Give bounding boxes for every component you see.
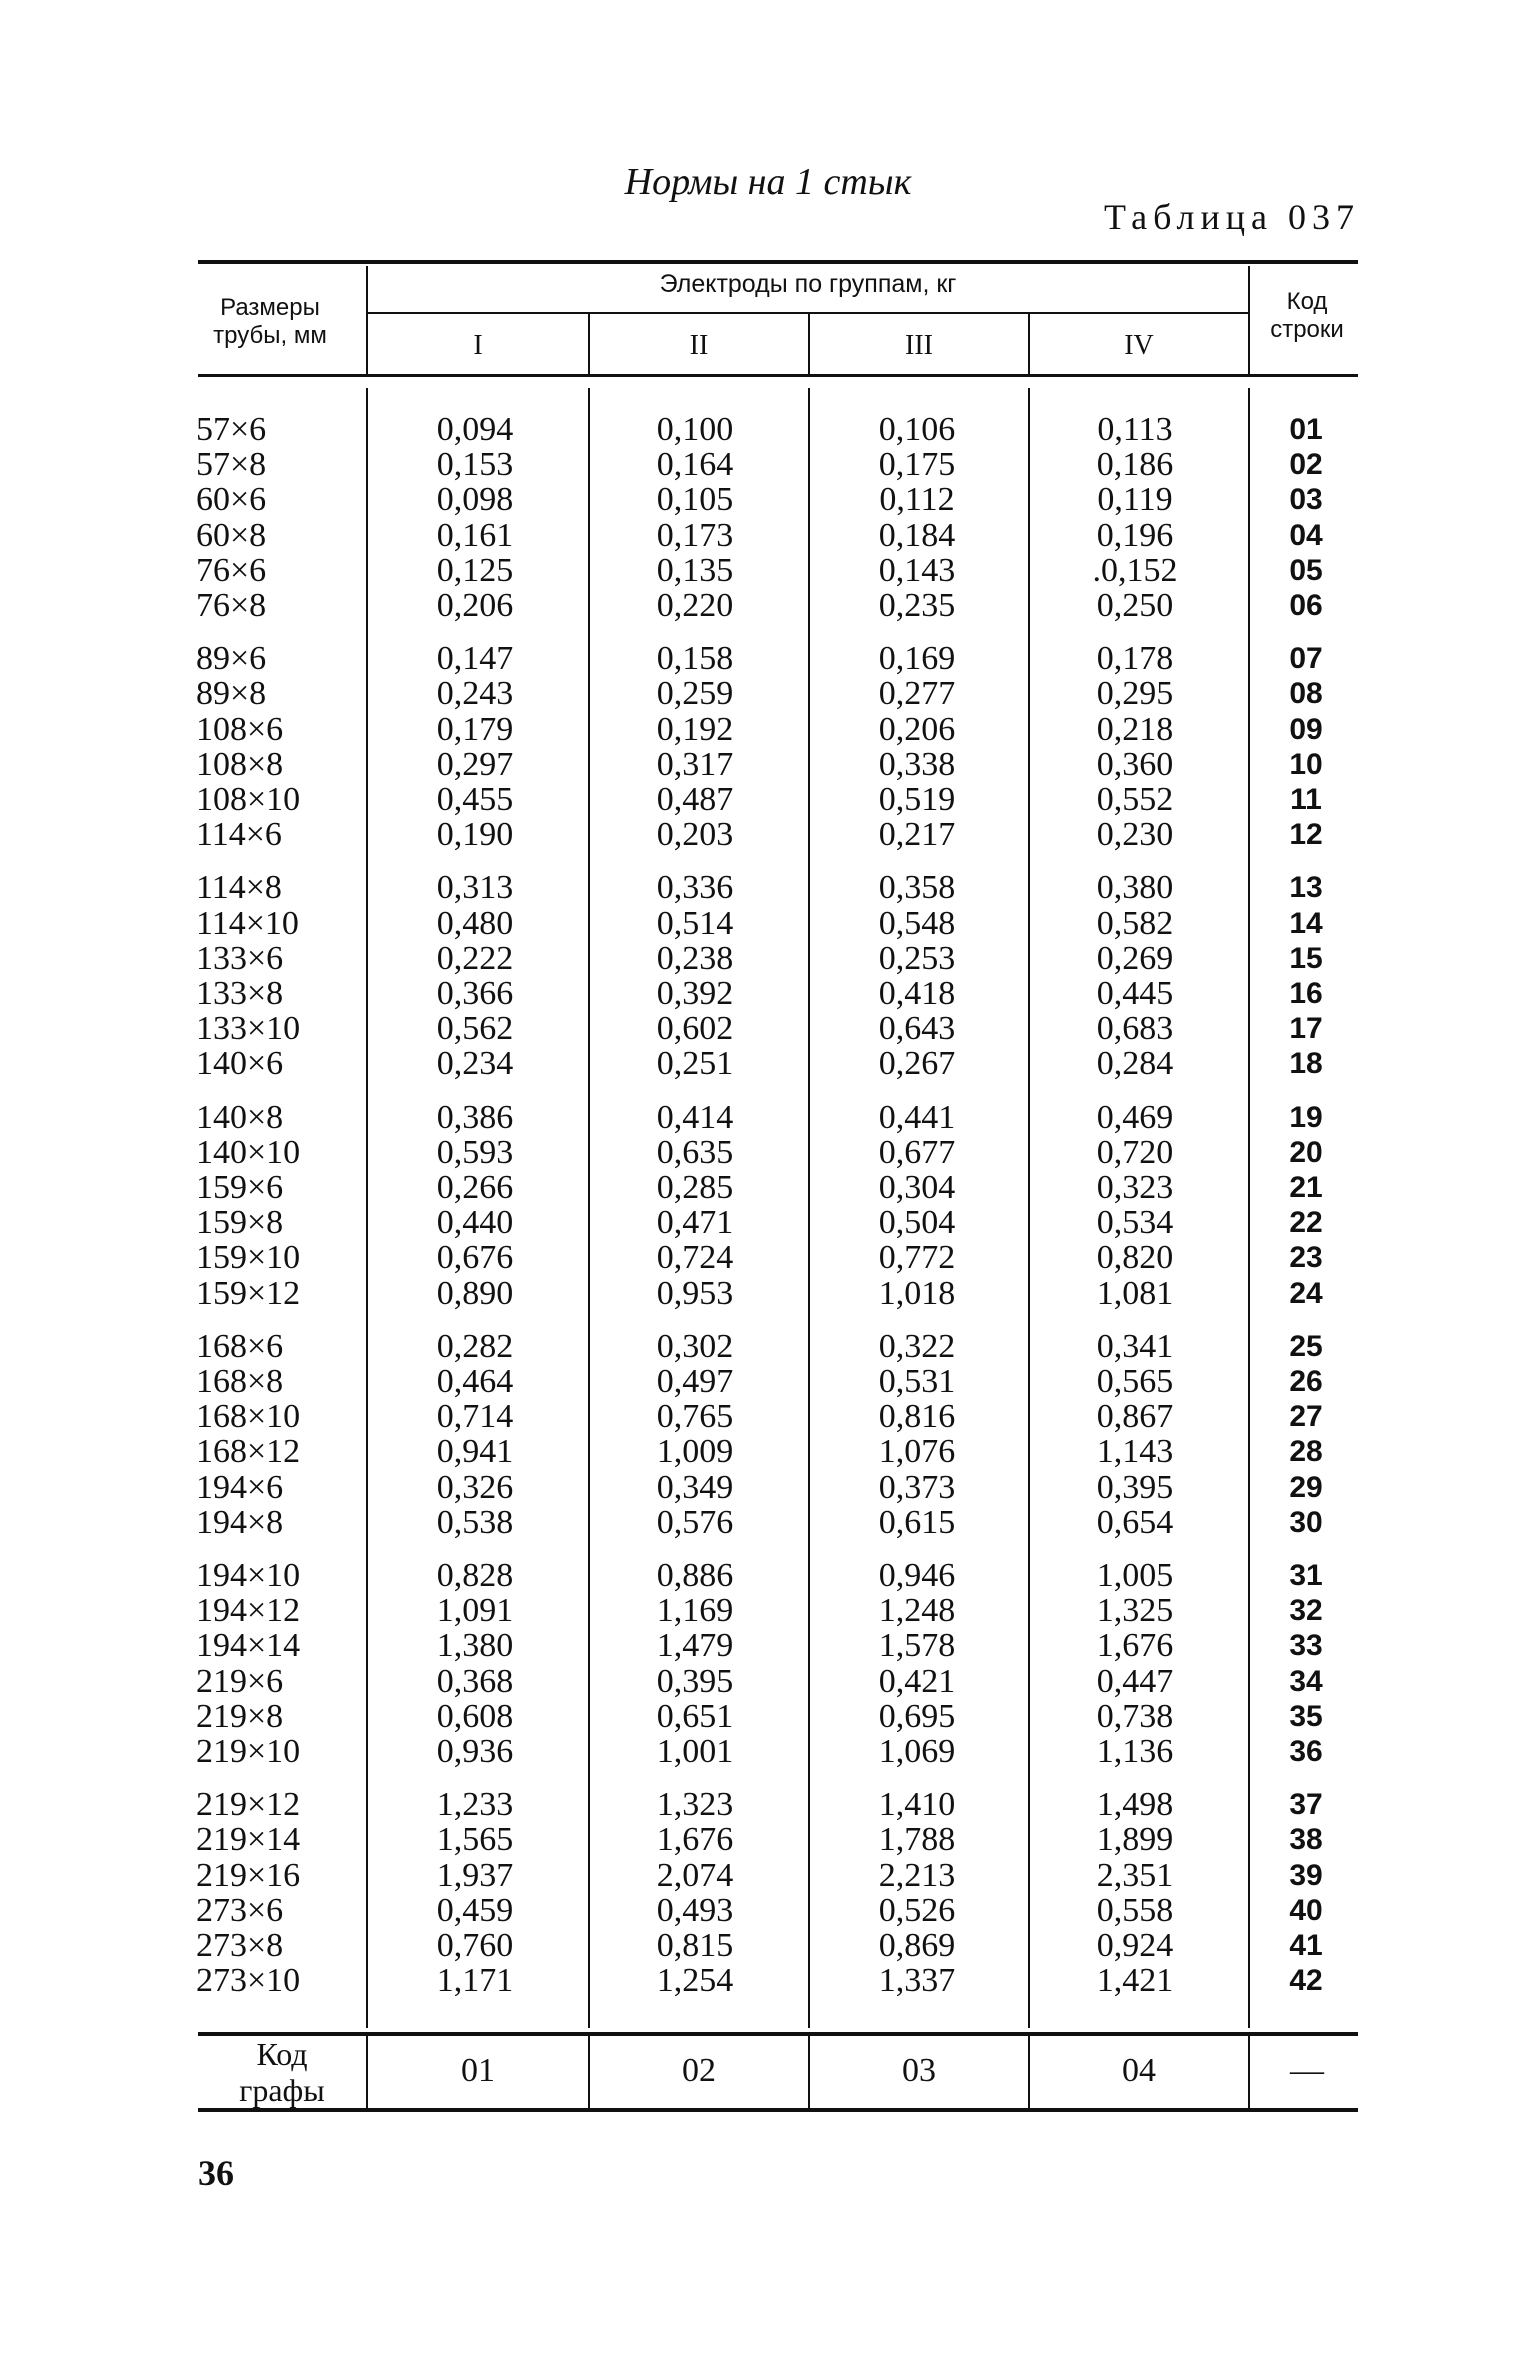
footer-divider-code (1248, 2036, 1250, 2108)
row-pipe-size: 219×6 (196, 1662, 284, 1700)
row-value-3: 0,253 (878, 939, 956, 977)
row-code: 08 (1289, 677, 1323, 711)
row-pipe-size: 159×10 (196, 1239, 301, 1277)
row-value-3: 1,410 (878, 1786, 956, 1824)
row-value-4: 1,676 (1096, 1627, 1174, 1665)
page-number: 36 (198, 2153, 234, 2193)
row-value-4: 0,269 (1096, 939, 1174, 977)
row-pipe-size: 219×16 (196, 1856, 301, 1894)
row-value-4: 0,284 (1096, 1045, 1174, 1083)
row-pipe-size: 219×8 (196, 1697, 284, 1735)
row-pipe-size: 57×6 (196, 411, 267, 448)
row-value-3: 1,337 (878, 1962, 956, 2000)
row-value-3: 0,504 (878, 1204, 956, 1242)
row-value-4: 1,005 (1096, 1557, 1174, 1594)
row-value-3: 0,184 (878, 516, 956, 554)
group-header-1: I (473, 330, 483, 361)
row-pipe-size: 159×12 (196, 1274, 301, 1312)
row-pipe-size: 114×10 (196, 904, 299, 942)
row-value-4: 0,552 (1096, 781, 1174, 818)
row-code: 42 (1289, 1964, 1323, 1998)
row-value-3: 0,304 (878, 1169, 956, 1206)
row-code: 29 (1289, 1470, 1323, 1504)
row-pipe-size: 219×12 (196, 1786, 301, 1824)
row-value-4: 0,250 (1096, 587, 1174, 624)
row-value-3: 0,526 (878, 1891, 956, 1929)
row-value-2: 0,336 (656, 869, 734, 907)
row-value-2: 1,254 (656, 1962, 734, 2000)
row-value-1: 0,459 (436, 1891, 514, 1929)
row-value-4: 0,360 (1096, 745, 1174, 783)
row-value-3: 0,695 (878, 1697, 956, 1735)
row-value-4: 0,738 (1096, 1697, 1174, 1735)
row-value-1: 0,234 (436, 1045, 514, 1083)
row-pipe-size: 219×14 (196, 1821, 301, 1859)
row-value-2: 0,251 (656, 1045, 734, 1083)
row-code: 35 (1289, 1699, 1323, 1733)
row-value-3: 1,248 (878, 1592, 956, 1630)
footer-code-2: 02 (682, 2052, 716, 2089)
row-value-1: 0,222 (436, 939, 514, 977)
row-value-4: 0,565 (1096, 1363, 1174, 1400)
row-value-4: 0,654 (1096, 1503, 1174, 1541)
row-code: 39 (1289, 1858, 1323, 1892)
row-value-4: 0,218 (1096, 710, 1174, 748)
row-value-2: 0,105 (656, 481, 734, 519)
row-value-3: 0,548 (878, 904, 956, 942)
row-code: 33 (1289, 1629, 1323, 1663)
row-pipe-size: 159×8 (196, 1204, 284, 1242)
row-value-4: 0,341 (1096, 1327, 1174, 1365)
row-value-4: 0,720 (1096, 1133, 1174, 1171)
row-code: 21 (1289, 1171, 1323, 1204)
row-value-1: 0,243 (436, 675, 514, 713)
row-code: 03 (1289, 483, 1323, 517)
row-code: 23 (1289, 1241, 1323, 1275)
group-header-2: II (689, 330, 709, 361)
row-value-1: 0,593 (436, 1133, 514, 1171)
row-value-4: .0,152 (1092, 551, 1178, 589)
row-code: 15 (1289, 941, 1323, 975)
footer-code-4: 04 (1122, 2052, 1156, 2089)
row-value-3: 0,772 (878, 1239, 956, 1277)
row-pipe-size: 133×8 (196, 975, 284, 1012)
row-pipe-size: 273×6 (196, 1891, 284, 1929)
row-value-2: 0,395 (656, 1662, 734, 1700)
row-pipe-size: 194×6 (196, 1468, 284, 1506)
row-code: 31 (1289, 1559, 1323, 1592)
row-value-1: 0,676 (436, 1239, 514, 1277)
row-value-2: 0,815 (656, 1927, 734, 1964)
row-value-3: 1,578 (878, 1627, 956, 1665)
row-value-2: 0,259 (656, 675, 734, 713)
row-value-1: 0,386 (436, 1098, 514, 1136)
row-value-2: 0,164 (656, 446, 734, 484)
table-number: Таблица 037 (1104, 197, 1360, 237)
row-value-2: 0,886 (656, 1557, 734, 1594)
row-value-4: 0,295 (1096, 675, 1174, 713)
row-value-2: 0,192 (656, 710, 734, 748)
row-value-1: 0,313 (436, 869, 514, 907)
row-code: 04 (1289, 518, 1323, 552)
page-title: Нормы на 1 стык (624, 161, 912, 203)
row-code: 07 (1289, 642, 1323, 676)
footer-code-5: — (1290, 2052, 1324, 2089)
row-value-3: 0,418 (878, 975, 956, 1012)
footer-code-1: 01 (461, 2052, 495, 2089)
row-value-3: 1,069 (878, 1733, 956, 1770)
table-top-rule (198, 260, 1358, 264)
row-value-1: 0,538 (436, 1503, 514, 1541)
row-code: 38 (1289, 1823, 1323, 1857)
row-value-4: 1,899 (1096, 1821, 1174, 1859)
row-value-2: 0,220 (656, 587, 734, 624)
row-value-1: 0,266 (436, 1169, 514, 1206)
row-value-3: 0,946 (878, 1557, 956, 1594)
row-pipe-size: 168×8 (196, 1363, 284, 1400)
row-value-2: 0,285 (656, 1169, 734, 1206)
row-value-1: 0,282 (436, 1327, 514, 1365)
row-value-4: 0,469 (1096, 1098, 1174, 1136)
row-code: 25 (1289, 1329, 1323, 1363)
row-value-1: 0,941 (436, 1433, 514, 1471)
row-value-4: 0,445 (1096, 975, 1174, 1012)
row-pipe-size: 194×8 (196, 1503, 284, 1541)
row-value-3: 0,217 (878, 816, 956, 854)
row-value-1: 1,565 (436, 1821, 514, 1859)
row-pipe-size: 140×10 (196, 1133, 301, 1171)
row-code: 13 (1289, 871, 1323, 905)
row-value-1: 0,190 (436, 816, 514, 854)
row-value-3: 0,322 (878, 1327, 956, 1365)
row-value-2: 0,238 (656, 939, 734, 977)
row-value-3: 0,169 (878, 640, 956, 678)
row-value-2: 0,135 (656, 551, 734, 589)
row-value-4: 0,558 (1096, 1891, 1174, 1929)
row-value-1: 1,233 (436, 1786, 514, 1824)
group-header-4: IV (1124, 330, 1154, 361)
row-value-3: 0,206 (878, 710, 956, 748)
row-value-4: 0,534 (1096, 1204, 1174, 1242)
row-value-2: 0,493 (656, 1891, 734, 1929)
row-value-4: 0,186 (1096, 446, 1174, 484)
row-pipe-size: 60×6 (196, 481, 267, 519)
footer-bottom-rule (198, 2108, 1358, 2112)
row-value-2: 0,414 (656, 1098, 734, 1136)
row-pipe-size: 89×8 (196, 675, 267, 713)
row-value-2: 1,323 (656, 1786, 734, 1824)
row-value-1: 1,937 (436, 1856, 514, 1894)
row-value-1: 0,125 (436, 551, 514, 589)
row-value-4: 0,196 (1096, 516, 1174, 554)
row-code: 09 (1289, 712, 1323, 746)
row-value-1: 1,171 (436, 1962, 514, 2000)
footer-label: Код графы (239, 2036, 325, 2108)
row-pipe-size: 168×12 (196, 1433, 301, 1471)
row-code: 20 (1289, 1135, 1323, 1169)
body-divider-2 (808, 388, 810, 2028)
row-value-3: 0,421 (878, 1662, 956, 1700)
row-value-2: 0,953 (656, 1274, 734, 1312)
row-value-3: 0,373 (878, 1468, 956, 1506)
row-value-2: 0,302 (656, 1327, 734, 1365)
row-value-1: 0,147 (436, 640, 514, 678)
row-value-4: 0,820 (1096, 1239, 1174, 1277)
row-value-3: 0,615 (878, 1503, 956, 1541)
row-value-3: 0,277 (878, 675, 956, 713)
row-pipe-size: 168×10 (196, 1398, 301, 1436)
row-value-3: 0,816 (878, 1398, 956, 1436)
row-value-4: 1,421 (1096, 1962, 1174, 2000)
row-code-header: Код строки (1270, 288, 1344, 343)
row-value-2: 0,471 (656, 1204, 734, 1242)
row-value-2: 0,497 (656, 1363, 734, 1400)
row-value-4: 0,178 (1096, 640, 1174, 678)
row-code: 16 (1289, 977, 1323, 1010)
row-value-1: 0,161 (436, 516, 514, 554)
row-pipe-size: 133×10 (196, 1010, 301, 1048)
row-value-3: 0,441 (878, 1098, 956, 1136)
row-value-2: 1,676 (656, 1821, 734, 1859)
row-value-4: 0,582 (1096, 904, 1174, 942)
row-value-3: 0,519 (878, 781, 956, 818)
row-value-2: 0,158 (656, 640, 734, 678)
row-value-4: 1,081 (1096, 1274, 1174, 1312)
row-value-2: 1,169 (656, 1592, 734, 1630)
header-bottom-rule (198, 374, 1358, 377)
row-code: 17 (1289, 1012, 1323, 1046)
row-pipe-size: 168×6 (196, 1327, 284, 1365)
row-code: 27 (1289, 1400, 1323, 1434)
row-pipe-size: 108×6 (196, 710, 284, 748)
row-value-4: 0,683 (1096, 1010, 1174, 1048)
row-value-1: 0,326 (436, 1468, 514, 1506)
row-value-2: 0,203 (656, 816, 734, 854)
row-value-4: 0,395 (1096, 1468, 1174, 1506)
group-header-3: III (905, 330, 933, 361)
pipe-size-header: Размеры трубы, мм (213, 294, 327, 349)
row-code: 06 (1289, 589, 1323, 622)
row-pipe-size: 114×8 (196, 869, 282, 907)
row-pipe-size: 140×8 (196, 1098, 284, 1136)
row-code: 28 (1289, 1435, 1323, 1469)
row-code: 01 (1289, 413, 1323, 446)
body-divider-code (1248, 388, 1250, 2028)
row-pipe-size: 194×14 (196, 1627, 301, 1665)
row-value-4: 0,867 (1096, 1398, 1174, 1436)
row-code: 02 (1289, 448, 1323, 482)
row-code: 37 (1289, 1788, 1323, 1822)
row-value-2: 0,724 (656, 1239, 734, 1277)
row-pipe-size: 219×10 (196, 1733, 301, 1770)
row-value-3: 0,869 (878, 1927, 956, 1964)
row-value-1: 0,153 (436, 446, 514, 484)
row-pipe-size: 273×10 (196, 1962, 301, 2000)
row-code: 30 (1289, 1505, 1323, 1539)
row-pipe-size: 114×6 (196, 816, 282, 854)
row-code: 11 (1290, 783, 1322, 816)
row-pipe-size: 60×8 (196, 516, 267, 554)
row-value-1: 0,368 (436, 1662, 514, 1700)
row-value-3: 0,643 (878, 1010, 956, 1048)
row-value-4: 1,136 (1096, 1733, 1174, 1770)
row-value-4: 0,380 (1096, 869, 1174, 907)
row-value-4: 1,325 (1096, 1592, 1174, 1630)
row-value-3: 1,788 (878, 1821, 956, 1859)
row-value-2: 1,009 (656, 1433, 734, 1471)
row-value-1: 0,098 (436, 481, 514, 519)
row-value-1: 0,094 (436, 411, 514, 448)
row-code: 19 (1289, 1100, 1323, 1134)
row-value-2: 0,765 (656, 1398, 734, 1436)
row-value-2: 0,576 (656, 1503, 734, 1541)
row-value-1: 0,562 (436, 1010, 514, 1048)
row-value-4: 0,323 (1096, 1169, 1174, 1206)
row-value-3: 0,267 (878, 1045, 956, 1083)
row-pipe-size: 140×6 (196, 1045, 284, 1083)
row-value-4: 0,447 (1096, 1662, 1174, 1700)
row-value-2: 0,317 (656, 745, 734, 783)
row-value-1: 0,297 (436, 745, 514, 783)
row-code: 36 (1289, 1735, 1323, 1768)
row-value-2: 1,001 (656, 1733, 734, 1770)
row-pipe-size: 133×6 (196, 939, 284, 977)
row-value-1: 0,714 (436, 1398, 514, 1436)
row-value-4: 0,113 (1097, 411, 1173, 448)
row-value-1: 0,206 (436, 587, 514, 624)
row-pipe-size: 194×12 (196, 1592, 301, 1630)
row-pipe-size: 194×10 (196, 1557, 301, 1594)
row-value-1: 0,936 (436, 1733, 514, 1770)
row-value-2: 0,514 (656, 904, 734, 942)
row-value-4: 1,143 (1096, 1433, 1174, 1471)
row-code: 12 (1289, 818, 1323, 852)
row-code: 26 (1289, 1365, 1323, 1398)
row-value-4: 0,230 (1096, 816, 1174, 854)
row-pipe-size: 108×10 (196, 781, 301, 818)
row-code: 22 (1289, 1206, 1323, 1240)
row-code: 05 (1289, 553, 1323, 587)
row-value-2: 0,100 (656, 411, 734, 448)
row-pipe-size: 57×8 (196, 446, 267, 484)
row-value-3: 1,018 (878, 1274, 956, 1312)
body-divider-3 (1028, 388, 1030, 2028)
row-code: 24 (1289, 1276, 1323, 1310)
header-divider-code (1248, 266, 1250, 374)
row-code: 41 (1289, 1929, 1323, 1962)
row-value-4: 0,119 (1097, 481, 1173, 519)
row-value-1: 0,608 (436, 1697, 514, 1735)
row-value-3: 2,213 (878, 1856, 956, 1894)
row-value-1: 0,760 (436, 1927, 514, 1964)
row-value-3: 0,358 (878, 869, 956, 907)
row-value-1: 0,828 (436, 1557, 514, 1594)
row-pipe-size: 159×6 (196, 1169, 284, 1206)
footer-top-rule (198, 2032, 1358, 2036)
row-value-3: 0,143 (878, 551, 956, 589)
row-code: 32 (1289, 1594, 1323, 1628)
row-value-4: 2,351 (1096, 1856, 1174, 1894)
row-code: 40 (1289, 1893, 1323, 1927)
row-value-4: 1,498 (1096, 1786, 1174, 1824)
row-value-2: 1,479 (656, 1627, 734, 1665)
body-divider-left (366, 388, 368, 2028)
row-value-1: 0,480 (436, 904, 514, 942)
row-value-1: 0,455 (436, 781, 514, 818)
row-value-3: 0,531 (878, 1363, 956, 1400)
row-value-3: 0,338 (878, 745, 956, 783)
row-value-1: 0,464 (436, 1363, 514, 1400)
row-value-1: 0,890 (436, 1274, 514, 1312)
footer-code-3: 03 (902, 2052, 936, 2089)
row-value-2: 0,349 (656, 1468, 734, 1506)
row-value-2: 0,651 (656, 1697, 734, 1735)
row-value-2: 2,074 (656, 1856, 734, 1894)
row-value-3: 0,677 (878, 1133, 956, 1171)
row-value-3: 0,235 (878, 587, 956, 624)
row-pipe-size: 273×8 (196, 1927, 284, 1964)
body-divider-1 (588, 388, 590, 2028)
row-value-1: 1,091 (436, 1592, 514, 1630)
row-value-2: 0,602 (656, 1010, 734, 1048)
row-code: 10 (1289, 747, 1323, 781)
row-code: 14 (1289, 906, 1323, 940)
row-value-1: 0,366 (436, 975, 514, 1012)
row-code: 34 (1289, 1664, 1323, 1698)
row-value-1: 1,380 (436, 1627, 514, 1665)
row-value-3: 0,175 (878, 446, 956, 484)
row-pipe-size: 76×8 (196, 587, 267, 624)
row-pipe-size: 108×8 (196, 745, 284, 783)
row-value-2: 0,487 (656, 781, 734, 818)
row-value-1: 0,440 (436, 1204, 514, 1242)
row-value-2: 0,635 (656, 1133, 734, 1171)
row-value-3: 0,112 (879, 481, 955, 519)
row-value-2: 0,392 (656, 975, 734, 1012)
row-value-1: 0,179 (436, 710, 514, 748)
row-value-3: 1,076 (878, 1433, 956, 1471)
electrodes-header: Электроды по группам, кг (659, 270, 957, 298)
row-code: 18 (1289, 1047, 1323, 1081)
row-pipe-size: 89×6 (196, 640, 267, 678)
row-pipe-size: 76×6 (196, 551, 267, 589)
row-value-2: 0,173 (656, 516, 734, 554)
row-value-4: 0,924 (1096, 1927, 1174, 1964)
row-value-3: 0,106 (878, 411, 956, 448)
